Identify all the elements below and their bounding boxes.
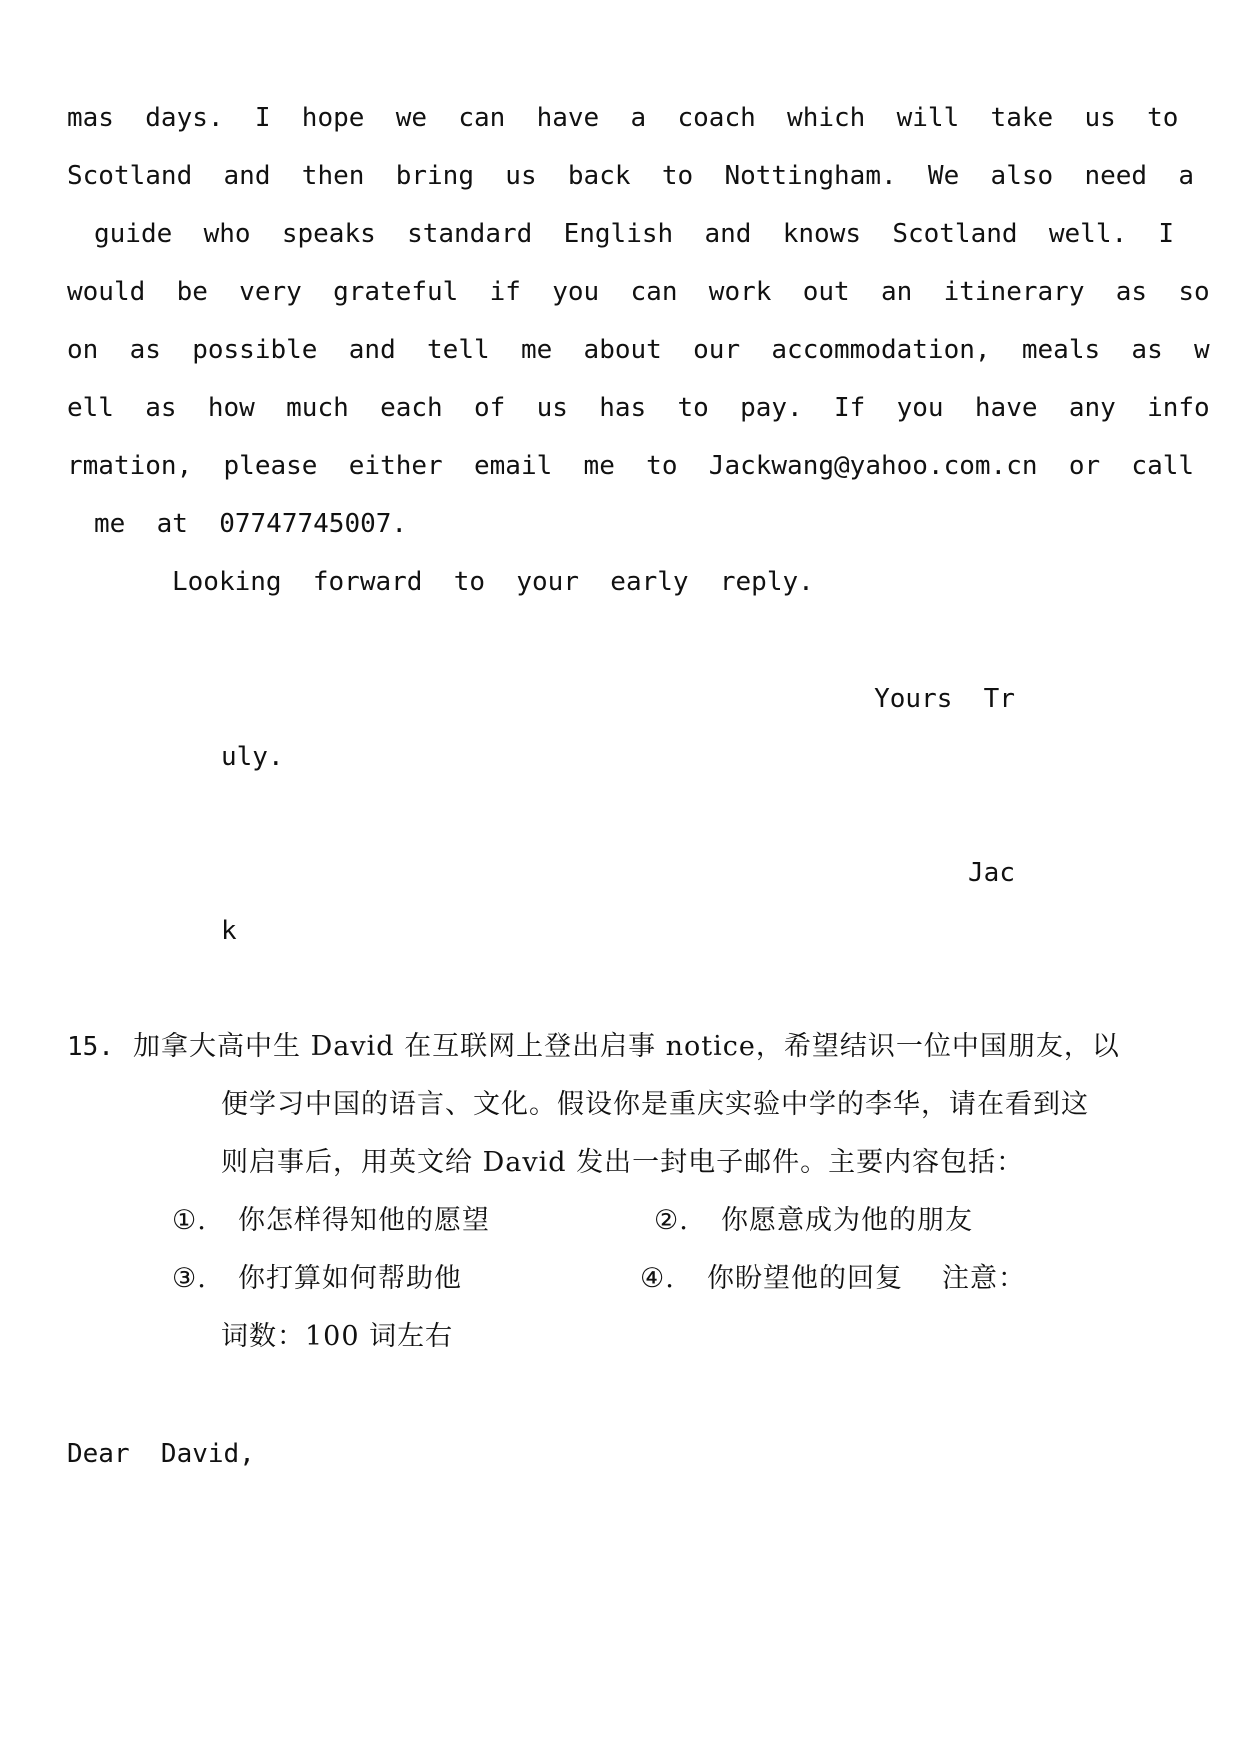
- letter-line-3: guide who speaks standard English and knows Scotland well. I: [94, 219, 1175, 249]
- item-1-marker: ①.: [172, 1205, 207, 1236]
- signature-part2: k: [221, 916, 237, 946]
- letter-line-1: mas days. I hope we can have a coach which will take us to: [67, 103, 1179, 133]
- item-3-marker: ③.: [172, 1263, 207, 1294]
- signature-part1: Jac: [968, 858, 1015, 888]
- sign-off-part1: Yours Tr: [874, 684, 1015, 714]
- item-2-marker: ②.: [654, 1205, 689, 1236]
- question-number: 15.: [67, 1032, 114, 1062]
- question-line-1: 加拿大高中生 David 在互联网上登出启事 notice，希望结识一位中国朋友，以: [133, 1031, 1120, 1062]
- letter-line-5: on as possible and tell me about our accommodation, meals as w: [67, 335, 1210, 365]
- letter-closing-line: Looking forward to your early reply.: [172, 567, 814, 597]
- letter-line-8: me at 07747745007.: [94, 509, 408, 539]
- letter-line-6: ell as how much each of us has to pay. If you have any info: [67, 393, 1210, 423]
- note-label: 注意：: [942, 1263, 1026, 1294]
- letter-line-4: would be very grateful if you can work out an itinerary as so: [67, 277, 1210, 307]
- question-line-2: 便学习中国的语言、文化。假设你是重庆实验中学的李华，请在看到这: [221, 1089, 1089, 1120]
- question-line-3: 则启事后，用英文给 David 发出一封电子邮件。主要内容包括：: [221, 1147, 1025, 1178]
- item-1-text: 你怎样得知他的愿望: [238, 1205, 490, 1236]
- letter-line-7: rmation, please either email me to Jackwang@yahoo.com.cn or call: [67, 451, 1195, 481]
- item-4-marker: ④.: [640, 1263, 675, 1294]
- item-4-text: 你盼望他的回复: [707, 1263, 903, 1294]
- item-3-text: 你打算如何帮助他: [238, 1263, 462, 1294]
- word-count: 词数：100 词左右: [221, 1321, 454, 1352]
- answer-greeting: Dear David,: [67, 1439, 255, 1469]
- item-2-text: 你愿意成为他的朋友: [721, 1205, 973, 1236]
- sign-off-part2: uly.: [221, 742, 284, 772]
- letter-line-2: Scotland and then bring us back to Nottingham. We also need a: [67, 161, 1195, 191]
